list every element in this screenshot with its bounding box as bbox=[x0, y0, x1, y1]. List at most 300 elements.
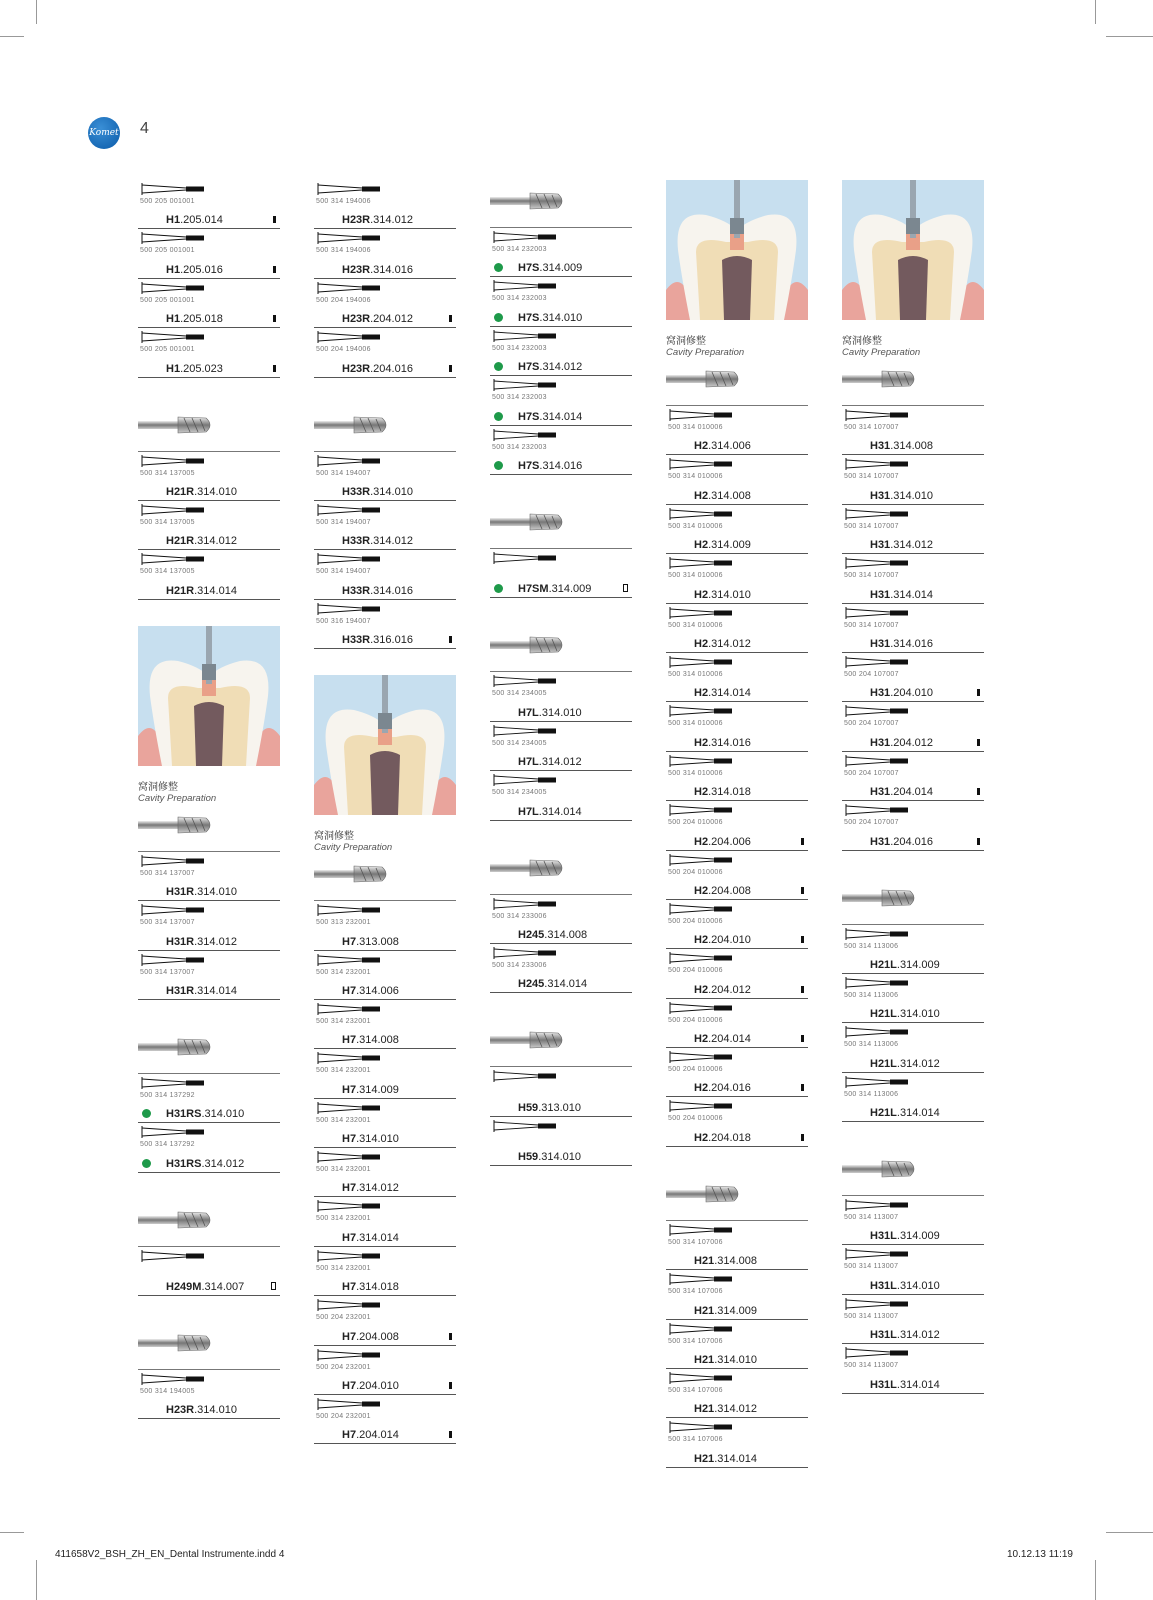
product-ref-prefix: H7L bbox=[518, 756, 539, 769]
packaging-mark-icon bbox=[623, 584, 628, 592]
article-code: 500 314 107006 bbox=[668, 1436, 723, 1444]
product-ref bbox=[694, 589, 751, 601]
article-code: 500 314 113007 bbox=[844, 1263, 899, 1271]
bur-outline-icon bbox=[492, 897, 562, 911]
product-ref bbox=[694, 638, 751, 650]
product-ref bbox=[166, 1108, 244, 1120]
product-ref-suffix: .314.009 bbox=[548, 583, 592, 596]
bur-head-icon bbox=[666, 1181, 746, 1207]
product-ref bbox=[518, 1102, 581, 1114]
product-ref-suffix: .314.010 bbox=[370, 485, 413, 498]
product-row bbox=[138, 550, 280, 599]
bur-outline-icon bbox=[492, 279, 562, 293]
article-code: 500 314 113007 bbox=[844, 1214, 899, 1222]
product-ref-prefix: H31R bbox=[166, 984, 195, 997]
bur-outline-icon bbox=[140, 330, 210, 344]
footer-timestamp: 10.12.13 11:19 bbox=[1007, 1549, 1073, 1560]
product-ref bbox=[166, 1158, 244, 1170]
product-row bbox=[842, 554, 984, 603]
product-ref-suffix: .314.014 bbox=[896, 1107, 940, 1120]
article-code: 500 314 232003 bbox=[492, 344, 547, 352]
packaging-mark-icon bbox=[977, 838, 980, 845]
product-ref bbox=[870, 959, 940, 971]
product-row bbox=[314, 452, 456, 501]
packaging-mark-icon bbox=[449, 1382, 452, 1389]
bur-head-image bbox=[138, 1199, 280, 1247]
product-ref-prefix: H7 bbox=[342, 1133, 357, 1146]
article-code: 500 313 232001 bbox=[316, 919, 371, 927]
bur-outline-icon bbox=[844, 927, 914, 941]
product-ref-prefix: H59 bbox=[518, 1151, 539, 1164]
caption-zh: 窝洞修整 bbox=[138, 781, 178, 793]
product-ref-prefix: H21L bbox=[870, 1057, 897, 1070]
new-item-dot-icon bbox=[494, 412, 503, 421]
group-spacer bbox=[842, 1122, 984, 1148]
bur-head-icon bbox=[842, 885, 922, 911]
product-ref bbox=[694, 984, 751, 996]
footer-file-info: 411658V2_BSH_ZH_EN_Dental Instrumente.indd 4 bbox=[55, 1549, 285, 1560]
article-code: 500 314 232001 bbox=[316, 1116, 371, 1124]
product-ref-suffix: .204.010 bbox=[890, 687, 934, 700]
product-ref-prefix: H31 bbox=[870, 489, 891, 502]
article-code: 500 204 194006 bbox=[316, 296, 371, 304]
product-ref-suffix: .314.009 bbox=[896, 1230, 940, 1243]
product-ref bbox=[694, 1082, 751, 1094]
bur-head-image bbox=[490, 847, 632, 895]
product-ref-prefix: H31L bbox=[870, 1329, 897, 1342]
article-code: 500 314 232001 bbox=[316, 1017, 371, 1025]
product-row bbox=[842, 406, 984, 455]
product-ref bbox=[342, 214, 413, 226]
product-ref bbox=[518, 1151, 581, 1163]
product-ref-suffix: .314.014 bbox=[896, 1378, 940, 1391]
product-ref-suffix: .204.010 bbox=[708, 934, 751, 947]
bur-outline-icon bbox=[668, 1371, 738, 1385]
new-item-dot-icon bbox=[142, 1159, 151, 1168]
bur-head-image bbox=[138, 404, 280, 452]
product-ref bbox=[518, 460, 582, 472]
product-ref-suffix: .314.014 bbox=[356, 1231, 399, 1244]
product-ref-prefix: H245 bbox=[518, 928, 545, 941]
article-code: 500 314 232001 bbox=[316, 1215, 371, 1223]
product-ref bbox=[694, 490, 751, 502]
product-ref-prefix: H7S bbox=[518, 459, 540, 472]
article-code: 500 204 107007 bbox=[844, 819, 899, 827]
bur-outline-icon bbox=[668, 1001, 738, 1015]
product-ref-prefix: H21 bbox=[694, 1255, 715, 1268]
packaging-mark-icon bbox=[273, 315, 276, 322]
bur-head-icon bbox=[138, 812, 218, 838]
product-ref-suffix: .314.012 bbox=[194, 535, 237, 548]
group-spacer bbox=[138, 1000, 280, 1026]
product-row bbox=[666, 505, 808, 554]
product-row bbox=[490, 944, 632, 993]
product-ref bbox=[166, 363, 223, 375]
article-code: 500 204 107007 bbox=[844, 670, 899, 678]
bur-outline-icon bbox=[140, 503, 210, 517]
product-ref-prefix: H21 bbox=[694, 1452, 715, 1465]
bur-outline-icon bbox=[844, 655, 914, 669]
product-ref-suffix: .205.018 bbox=[180, 313, 223, 326]
product-ref-prefix: H7S bbox=[518, 410, 540, 423]
product-row bbox=[842, 455, 984, 504]
bur-head-image bbox=[138, 804, 280, 852]
product-ref-suffix: .204.018 bbox=[708, 1131, 751, 1144]
article-code: 500 314 234005 bbox=[492, 789, 547, 797]
product-ref-prefix: H31 bbox=[870, 588, 891, 601]
new-item-dot-icon bbox=[494, 362, 503, 371]
bur-head-icon bbox=[490, 509, 570, 535]
product-ref-prefix: H21R bbox=[166, 584, 195, 597]
product-row bbox=[666, 1369, 808, 1418]
product-ref-prefix: H7 bbox=[342, 1330, 357, 1343]
article-code: 500 314 137005 bbox=[140, 568, 195, 576]
product-row bbox=[138, 452, 280, 501]
product-ref-prefix: H31 bbox=[870, 687, 891, 700]
product-row bbox=[842, 1196, 984, 1245]
product-ref bbox=[342, 634, 413, 646]
tooth-illustration bbox=[138, 626, 280, 766]
product-row bbox=[666, 406, 808, 455]
packaging-mark-icon bbox=[449, 636, 452, 643]
product-ref bbox=[694, 934, 751, 946]
product-row bbox=[314, 1049, 456, 1098]
product-row bbox=[138, 1247, 280, 1296]
article-code: 500 314 137005 bbox=[140, 518, 195, 526]
crop-mark bbox=[1106, 1532, 1153, 1533]
product-ref-prefix: H21L bbox=[870, 1008, 897, 1021]
new-item-dot-icon bbox=[142, 1109, 151, 1118]
bur-outline-icon bbox=[844, 457, 914, 471]
bur-outline-icon bbox=[316, 602, 386, 616]
product-row bbox=[490, 895, 632, 944]
caption-en: Cavity Preparation bbox=[138, 792, 217, 804]
product-ref-prefix: H2 bbox=[694, 637, 709, 650]
bur-outline-icon bbox=[668, 507, 738, 521]
product-ref-prefix: H7 bbox=[342, 1231, 357, 1244]
bur-outline-icon bbox=[140, 552, 210, 566]
product-ref-suffix: .314.010 bbox=[714, 1354, 758, 1367]
product-ref bbox=[518, 262, 582, 274]
product-ref-suffix: .314.010 bbox=[194, 886, 237, 899]
product-ref bbox=[342, 1133, 399, 1145]
tooth-illustration bbox=[314, 675, 456, 815]
bur-outline-icon bbox=[492, 1119, 562, 1133]
product-row bbox=[842, 1245, 984, 1294]
bur-outline-icon bbox=[140, 1372, 210, 1386]
bur-outline-icon bbox=[316, 1298, 386, 1312]
bur-outline-icon bbox=[668, 1322, 738, 1336]
product-ref bbox=[518, 806, 582, 818]
crop-mark bbox=[1106, 36, 1153, 37]
product-row bbox=[490, 327, 632, 376]
product-ref-prefix: H2 bbox=[694, 835, 709, 848]
product-ref-suffix: .204.008 bbox=[708, 884, 751, 897]
product-ref bbox=[694, 737, 751, 749]
product-ref-prefix: H31R bbox=[166, 886, 195, 899]
product-ref-prefix: H31RS bbox=[166, 1157, 202, 1170]
bur-head-image bbox=[138, 1026, 280, 1074]
article-code: 500 314 113006 bbox=[844, 991, 899, 999]
article-code: 500 314 137292 bbox=[140, 1091, 195, 1099]
product-ref-suffix: .204.014 bbox=[890, 786, 934, 799]
article-code: 500 314 113007 bbox=[844, 1312, 899, 1320]
product-row bbox=[842, 1295, 984, 1344]
bur-outline-icon bbox=[140, 953, 210, 967]
product-ref-prefix: H7L bbox=[518, 805, 539, 818]
article-code: 500 204 010006 bbox=[668, 1115, 723, 1123]
article-code: 500 316 194007 bbox=[316, 617, 371, 625]
packaging-mark-icon bbox=[801, 1035, 804, 1042]
article-code: 500 314 113006 bbox=[844, 1041, 899, 1049]
product-ref bbox=[694, 1132, 751, 1144]
article-code: 500 204 232001 bbox=[316, 1413, 371, 1421]
bur-outline-icon bbox=[844, 1247, 914, 1261]
bur-outline-icon bbox=[668, 1050, 738, 1064]
product-ref bbox=[870, 687, 933, 699]
bur-outline-icon bbox=[140, 1249, 210, 1263]
crop-mark bbox=[0, 1532, 24, 1533]
bur-outline-icon bbox=[668, 408, 738, 422]
new-item-dot-icon bbox=[494, 584, 503, 593]
group-spacer bbox=[666, 1147, 808, 1173]
product-ref-suffix: .314.010 bbox=[708, 588, 751, 601]
article-code: 500 314 232001 bbox=[316, 1264, 371, 1272]
article-code: 500 314 232001 bbox=[316, 1166, 371, 1174]
article-code: 500 314 137005 bbox=[140, 469, 195, 477]
article-code: 500 204 107007 bbox=[844, 720, 899, 728]
packaging-mark-icon bbox=[273, 266, 276, 273]
product-row bbox=[842, 702, 984, 751]
product-ref-prefix: H21 bbox=[694, 1403, 715, 1416]
product-ref bbox=[342, 1084, 399, 1096]
product-ref-suffix: .204.016 bbox=[890, 835, 934, 848]
article-code: 500 314 010006 bbox=[668, 572, 723, 580]
product-ref-prefix: H23R bbox=[342, 313, 371, 326]
product-ref-suffix: .204.008 bbox=[356, 1330, 399, 1343]
product-row bbox=[666, 1270, 808, 1319]
product-ref-prefix: H33R bbox=[342, 634, 371, 647]
product-ref-prefix: H7 bbox=[342, 1429, 357, 1442]
bur-outline-icon bbox=[668, 902, 738, 916]
bur-outline-icon bbox=[844, 803, 914, 817]
product-ref-suffix: .314.016 bbox=[708, 736, 751, 749]
product-row bbox=[314, 1197, 456, 1246]
product-row bbox=[314, 901, 456, 950]
bur-outline-icon bbox=[844, 1346, 914, 1360]
product-ref-suffix: .314.008 bbox=[714, 1255, 758, 1268]
product-ref bbox=[694, 885, 751, 897]
product-ref bbox=[342, 363, 413, 375]
article-code: 500 314 107007 bbox=[844, 572, 899, 580]
product-ref bbox=[342, 1429, 399, 1441]
product-row bbox=[490, 228, 632, 277]
bur-outline-icon bbox=[668, 951, 738, 965]
product-ref bbox=[870, 1280, 940, 1292]
bur-head-icon bbox=[314, 412, 394, 438]
bur-outline-icon bbox=[668, 754, 738, 768]
product-ref-prefix: H7 bbox=[342, 984, 357, 997]
product-ref-prefix: H31R bbox=[166, 935, 195, 948]
article-code: 500 314 137007 bbox=[140, 968, 195, 976]
bur-outline-icon bbox=[140, 1125, 210, 1139]
catalog-column bbox=[314, 180, 456, 1444]
bur-head-icon bbox=[314, 861, 394, 887]
product-row bbox=[842, 505, 984, 554]
product-ref-suffix: .314.014 bbox=[544, 978, 588, 991]
product-row bbox=[842, 1073, 984, 1122]
product-ref-suffix: .314.010 bbox=[538, 706, 582, 719]
product-ref-suffix: .314.009 bbox=[714, 1304, 758, 1317]
product-ref bbox=[870, 1058, 940, 1070]
product-row bbox=[666, 1048, 808, 1097]
product-row bbox=[314, 1247, 456, 1296]
product-ref bbox=[870, 638, 933, 650]
group-spacer bbox=[314, 378, 456, 404]
product-ref-prefix: H31L bbox=[870, 1279, 897, 1292]
product-row bbox=[842, 925, 984, 974]
product-ref-prefix: H21R bbox=[166, 535, 195, 548]
product-row bbox=[138, 1074, 280, 1123]
article-code: 500 314 232003 bbox=[492, 394, 547, 402]
product-ref-prefix: H7S bbox=[518, 311, 540, 324]
product-row bbox=[314, 550, 456, 599]
product-row bbox=[666, 949, 808, 998]
product-ref-prefix: H7 bbox=[342, 1083, 357, 1096]
product-ref-prefix: H2 bbox=[694, 736, 709, 749]
product-ref-suffix: .314.014 bbox=[194, 984, 237, 997]
article-code: 500 314 010006 bbox=[668, 621, 723, 629]
bur-outline-icon bbox=[316, 182, 386, 196]
product-ref bbox=[518, 978, 587, 990]
product-ref bbox=[870, 539, 933, 551]
catalog-column bbox=[842, 180, 984, 1394]
product-ref bbox=[870, 589, 933, 601]
product-ref-suffix: .314.016 bbox=[370, 263, 413, 276]
product-ref bbox=[166, 1281, 244, 1293]
product-ref-prefix: H1 bbox=[166, 214, 181, 227]
product-ref-prefix: H7 bbox=[342, 1182, 357, 1195]
product-row bbox=[490, 426, 632, 475]
product-ref-suffix: .314.012 bbox=[708, 637, 751, 650]
product-ref-prefix: H33R bbox=[342, 485, 371, 498]
bur-outline-icon bbox=[844, 1075, 914, 1089]
product-row bbox=[314, 1148, 456, 1197]
product-ref-prefix: H21 bbox=[694, 1354, 715, 1367]
article-code: 500 205 001001 bbox=[140, 247, 195, 255]
product-ref-prefix: H7 bbox=[342, 1281, 357, 1294]
product-ref-suffix: .314.010 bbox=[194, 485, 237, 498]
bur-outline-icon bbox=[316, 1101, 386, 1115]
product-ref bbox=[342, 1281, 399, 1293]
article-code: 500 204 010006 bbox=[668, 1066, 723, 1074]
product-ref-suffix: .314.009 bbox=[539, 262, 583, 275]
product-row bbox=[314, 328, 456, 377]
article-code: 500 314 232003 bbox=[492, 295, 547, 303]
article-code: 500 205 001001 bbox=[140, 198, 195, 205]
product-ref bbox=[694, 440, 751, 452]
product-row bbox=[314, 1395, 456, 1444]
article-code: 500 314 194007 bbox=[316, 568, 371, 576]
bur-outline-icon bbox=[316, 503, 386, 517]
product-ref-suffix: .314.014 bbox=[539, 410, 583, 423]
bur-outline-icon bbox=[844, 704, 914, 718]
crop-mark bbox=[1095, 1560, 1096, 1600]
bur-outline-icon bbox=[668, 853, 738, 867]
article-code: 500 314 113006 bbox=[844, 942, 899, 950]
product-ref-prefix: H31L bbox=[870, 1378, 897, 1391]
bur-head-image bbox=[666, 1173, 808, 1221]
bur-outline-icon bbox=[492, 551, 562, 565]
product-ref-prefix: H2 bbox=[694, 588, 709, 601]
product-ref-suffix: .204.014 bbox=[356, 1429, 399, 1442]
product-ref-suffix: .314.012 bbox=[890, 539, 934, 552]
product-ref-suffix: .204.014 bbox=[708, 1033, 751, 1046]
product-ref bbox=[694, 786, 751, 798]
article-code: 500 314 010006 bbox=[668, 424, 723, 431]
bur-head-icon bbox=[138, 412, 218, 438]
product-row bbox=[666, 752, 808, 801]
product-ref bbox=[870, 1107, 940, 1119]
product-ref bbox=[342, 936, 399, 948]
product-row bbox=[666, 1320, 808, 1369]
product-ref bbox=[342, 1034, 399, 1046]
group-spacer bbox=[138, 600, 280, 626]
product-row bbox=[314, 1346, 456, 1395]
product-ref-suffix: .314.016 bbox=[539, 459, 583, 472]
product-ref bbox=[166, 264, 223, 276]
article-code: 500 314 137292 bbox=[140, 1141, 195, 1149]
bur-outline-icon bbox=[140, 854, 210, 868]
group-spacer bbox=[138, 1296, 280, 1322]
bur-head-icon bbox=[138, 1330, 218, 1356]
product-ref bbox=[518, 361, 582, 373]
bur-head-icon bbox=[842, 1156, 922, 1182]
product-row bbox=[314, 600, 456, 649]
catalog-column bbox=[138, 180, 280, 1419]
bur-outline-icon bbox=[668, 1099, 738, 1113]
product-ref bbox=[166, 585, 237, 597]
product-ref-suffix: .204.010 bbox=[356, 1380, 399, 1393]
article-code: 500 314 113007 bbox=[844, 1362, 899, 1370]
article-code: 500 314 137007 bbox=[140, 869, 195, 877]
product-ref-suffix: .314.010 bbox=[201, 1108, 245, 1121]
product-ref-suffix: .205.014 bbox=[180, 214, 223, 227]
product-ref-suffix: .314.012 bbox=[714, 1403, 758, 1416]
product-ref bbox=[342, 486, 413, 498]
product-row bbox=[666, 604, 808, 653]
packaging-mark-icon bbox=[271, 1282, 276, 1290]
product-ref-suffix: .204.006 bbox=[708, 835, 751, 848]
article-code: 500 314 194006 bbox=[316, 247, 371, 255]
article-code: 500 204 010006 bbox=[668, 868, 723, 876]
bur-head-image bbox=[138, 1322, 280, 1370]
product-row bbox=[314, 501, 456, 550]
product-ref-prefix: H7 bbox=[342, 935, 357, 948]
bur-outline-icon bbox=[492, 946, 562, 960]
product-ref bbox=[342, 535, 413, 547]
product-ref bbox=[342, 1182, 399, 1194]
product-ref-prefix: H33R bbox=[342, 584, 371, 597]
product-ref-prefix: H7 bbox=[342, 1380, 357, 1393]
article-code: 500 314 233006 bbox=[492, 961, 547, 969]
product-ref-suffix: .314.009 bbox=[896, 958, 940, 971]
product-ref-prefix: H7L bbox=[518, 706, 539, 719]
product-ref-suffix: .314.010 bbox=[896, 1279, 940, 1292]
crop-mark bbox=[1095, 0, 1096, 24]
article-code: 500 314 107006 bbox=[668, 1288, 723, 1296]
product-row bbox=[138, 328, 280, 377]
